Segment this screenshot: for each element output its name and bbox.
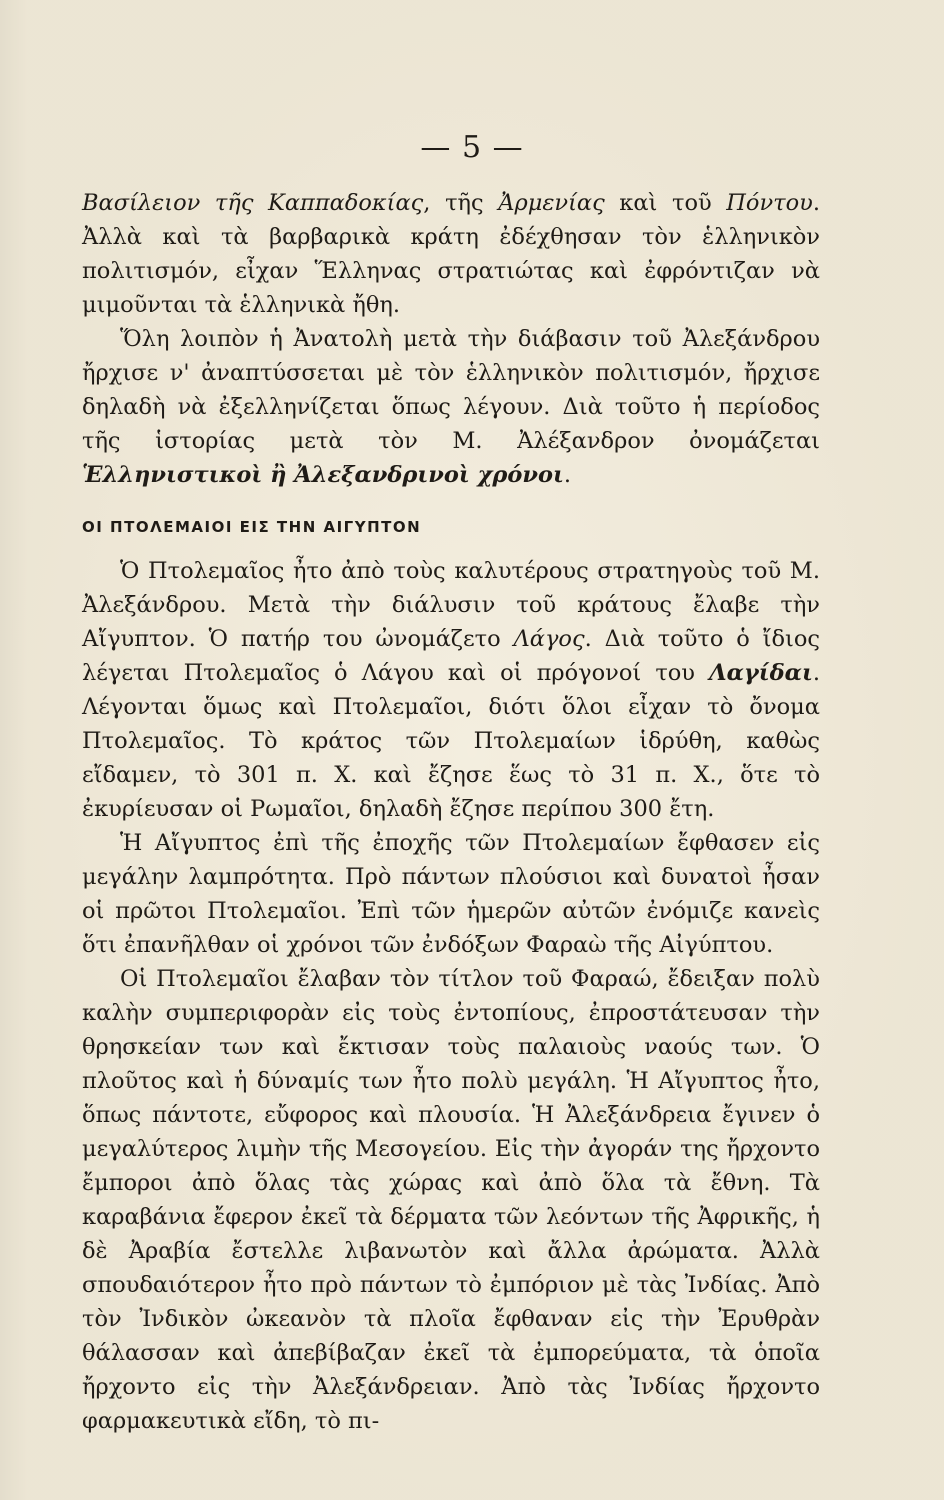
- text-bold-italic: Λαγίδαι: [709, 660, 813, 686]
- paragraph-ptolemy: [82, 554, 820, 826]
- text-italic: Πόντου: [726, 190, 813, 216]
- paragraph-egypt-splendor: Ἡ Αἴγυπτος ἐπὶ τῆς ἐποχῆς τῶν Πτολεμαίων ἔφθασεν εἰς μεγάλην λαμπρότητα. Πρὸ πάντων πλούσιοι καὶ δυνατοὶ ἦσαν οἱ πρῶτοι Πτολεμαῖοι. Ἐπὶ τῶν ἡμερῶν αὐτῶν ἐνόμιζε κανεὶς ὅτι ἐπανῆλθαν οἱ χρόνοι τῶν ἐνδόξων Φαραὼ τῆς Αἰγύπτου.: [82, 830, 820, 958]
- text-run: . Διὰ τοῦτο ὁ ἴδιος λέγεται Πτολεμαῖος ὁ Λάγου καὶ οἱ πρόγονοί του: [82, 626, 820, 686]
- text-run: , τῆς: [423, 190, 499, 216]
- text-run: .: [563, 462, 572, 488]
- paragraph-intro: [82, 186, 820, 322]
- paragraph-hellenistic: [82, 322, 820, 492]
- page-number: — 5 —: [420, 130, 524, 165]
- text-run: . Ἀλλὰ καὶ τὰ βαρβαρικὰ κράτη ἐδέχθησαν τὸν ἑλληνικὸν πολιτισμόν, εἶχαν Ἕλληνας στρατιώτας καὶ ἐφρόντιζαν νὰ μιμοῦνται τὰ ἑλληνικὰ ἤθη.: [82, 190, 820, 318]
- text-run: Ὅλη λοιπὸν ἡ Ἀνατολὴ μετὰ τὴν διάβασιν τοῦ Ἀλεξάνδρου ἤρχισε ν' ἀναπτύσσεται μὲ τὸν ἑλληνικὸν πολιτισμόν, ἤρχισε δηλαδὴ νὰ ἐξελληνίζεται ὅπως λέγουν. Διὰ τοῦτο ἡ περίοδος τῆς ἱστορίας μετὰ τὸν Μ. Ἀλέξανδρον ὀνομάζεται: [82, 326, 820, 454]
- text-italic: Βασίλειον τῆς Καππαδοκίας: [82, 190, 424, 216]
- text-italic: Λάγος: [513, 626, 585, 652]
- text-italic: Ἀρμενίας: [498, 190, 605, 216]
- text-bold-italic: Ἑλληνιστικοὶ ἢ Ἀλεξανδρινοὶ χρόνοι: [82, 462, 564, 488]
- text-run: καὶ τοῦ: [604, 190, 727, 216]
- page-body: [82, 186, 820, 1438]
- text-run: Ὁ Πτολεμαῖος ἦτο ἀπὸ τοὺς καλυτέρους στρατηγοὺς τοῦ Μ. Ἀλεξάνδρου. Μετὰ τὴν διάλυσιν τοῦ κράτους ἔλαβε τὴν Αἴγυπτον. Ὁ πατήρ του ὠνομάζετο: [82, 558, 820, 652]
- text-run: . Λέγονται ὅμως καὶ Πτολεμαῖοι, διότι ὅλοι εἶχαν τὸ ὄνομα Πτολεμαῖος. Τὸ κράτος τῶν Πτολεμαίων ἱδρύθη, καθὼς εἴδαμεν, τὸ 301 π. Χ. καὶ ἔζησε ἕως τὸ 31 π. Χ., ὅτε τὸ ἐκυρίευσαν οἱ Ρωμαῖοι, δηλαδὴ ἔζησε περίπου 300 ἔτη.: [82, 660, 820, 822]
- paragraph-pharaoh-title: Οἱ Πτολεμαῖοι ἔλαβαν τὸν τίτλον τοῦ Φαραώ, ἔδειξαν πολὺ καλὴν συμπεριφορὰν εἰς τοὺς ἐντοπίους, ἐπροστάτευσαν τὴν θρησκείαν των καὶ ἔκτισαν τοὺς παλαιοὺς ναούς των. Ὁ πλοῦτος καὶ ἡ δύναμίς των ἦτο πολὺ μεγάλη. Ἡ Αἴγυπτος ἦτο, ὅπως πάντοτε, εὔφορος καὶ πλουσία. Ἡ Ἀλεξάνδρεια ἔγινεν ὁ μεγαλύτερος λιμὴν τῆς Μεσογείου. Εἰς τὴν ἀγοράν της ἤρχοντο ἔμποροι ἀπὸ ὅλας τὰς χώρας καὶ ἀπὸ ὅλα τὰ ἔθνη. Τὰ καραβάνια ἔφερον ἐκεῖ τὰ δέρματα τῶν λεόντων τῆς Ἀφρικῆς, ἡ δὲ Ἀραβία ἔστελλε λιβανωτὸν καὶ ἄλλα ἀρώματα. Ἀλλὰ σπουδαιότερον ἦτο πρὸ πάντων τὸ ἐμπόριον μὲ τὰς Ἰνδίας. Ἀπὸ τὸν Ἰνδικὸν ὠκεανὸν τὰ πλοῖα ἔφθαναν εἰς τὴν Ἐρυθρὰν θάλασσαν καὶ ἀπεβίβαζαν ἐκεῖ τὰ ἐμπορεύματα, τὰ ὁποῖα ἤρχοντο εἰς τὴν Ἀλεξάνδρειαν. Ἀπὸ τὰς Ἰνδίας ἤρχοντο φαρμακευτικὰ εἴδη, τὸ πι-: [82, 966, 820, 1434]
- section-heading: ΟΙ ΠΤΟΛΕΜΑΙΟΙ ΕΙΣ ΤΗΝ ΑΙΓΥΠΤΟΝ: [82, 518, 422, 536]
